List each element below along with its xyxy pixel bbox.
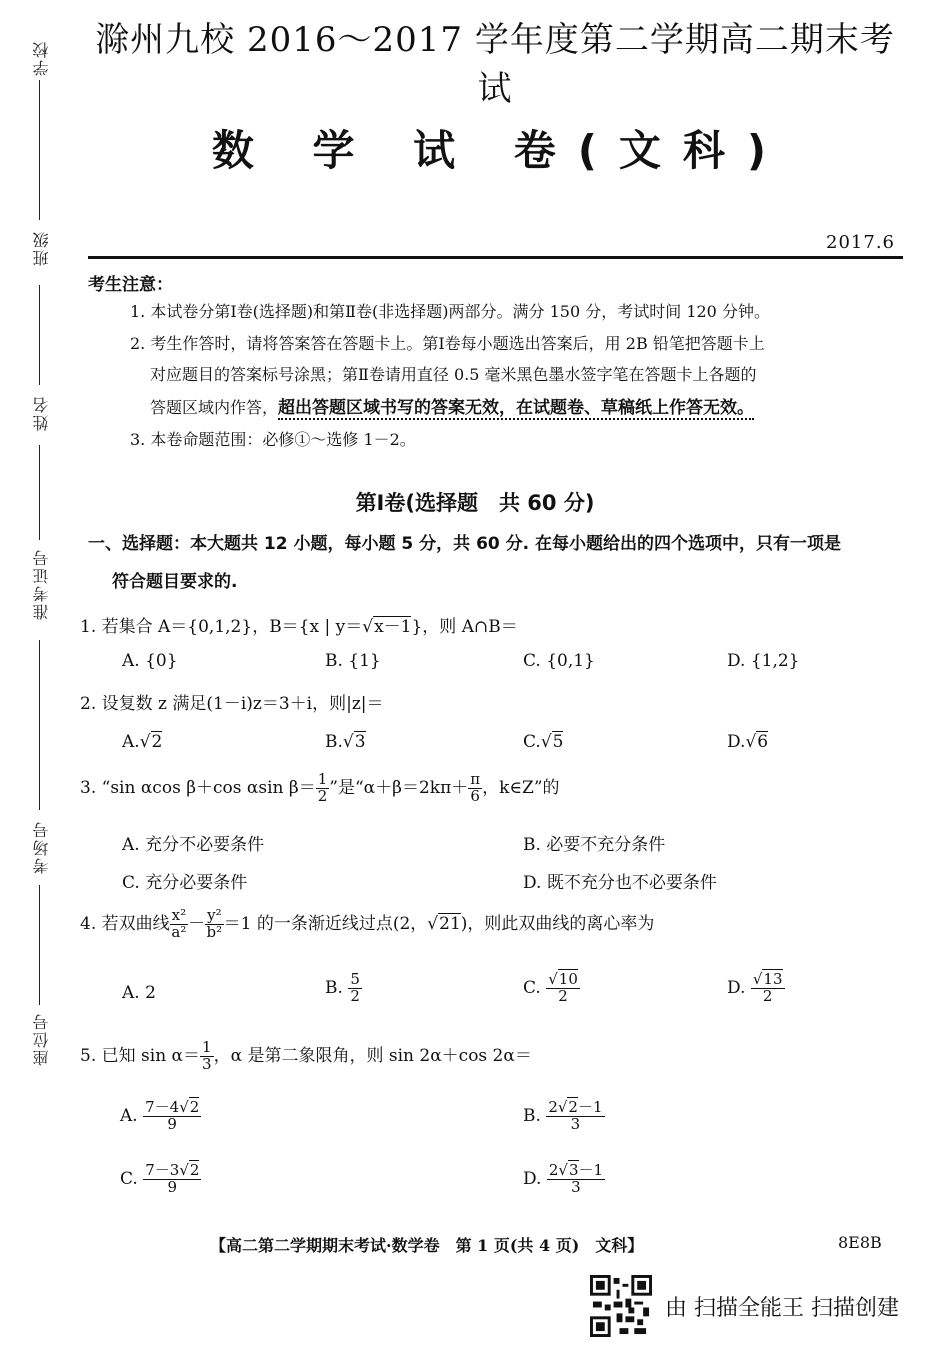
side-label-seat: 座位号: [32, 1012, 51, 1066]
q4-option-b: [325, 972, 362, 1005]
side-label-name: 姓名: [32, 395, 51, 431]
q5-option-d: [523, 1163, 605, 1196]
part-intro-line1: 一、选择题：本大题共 12 小题，每小题 5 分，共 60 分. 在每小题给出的四个选项中，只有一项是: [88, 534, 842, 554]
fraction-denominator: 6: [470, 786, 480, 805]
notice-heading: 考生注意：: [88, 275, 173, 295]
q4-option-c: [523, 972, 580, 1005]
q2-radicand: 5: [552, 732, 564, 752]
fraction-denominator: a²: [171, 922, 187, 941]
q1-option-b: B. {1}: [325, 651, 381, 671]
radical-icon: [753, 970, 763, 988]
q4-fraction-1: [170, 908, 188, 941]
q4-radicand: 21: [439, 913, 461, 934]
fraction-denominator: 2: [350, 986, 360, 1005]
q4-suffix: )，则此双曲线的离心率为: [460, 913, 655, 934]
q3-prefix: 3. “sin αcos β＋cos αsin β＝: [80, 777, 316, 798]
radical-icon: [745, 732, 756, 752]
q1-option-a: A. {0}: [122, 651, 178, 671]
q1-radicand: x－1: [374, 617, 412, 637]
option-label: D.: [523, 1168, 542, 1189]
option-label: C.: [523, 977, 541, 998]
question-4: [80, 908, 654, 941]
side-line: [39, 640, 40, 810]
radicand: 13: [763, 970, 783, 988]
option-label: A.: [120, 1105, 138, 1126]
q4-option-d: [727, 972, 785, 1005]
q3-mid: ”是“α＋β＝2kπ＋: [329, 777, 469, 798]
side-line: [39, 285, 40, 385]
exam-date: 2017.6: [826, 232, 895, 253]
radical-icon: [343, 732, 354, 752]
fraction-numerator: 1: [317, 770, 328, 788]
q1-option-c: C. {0,1}: [523, 651, 595, 671]
q1-option-d: D. {1,2}: [727, 651, 800, 671]
fraction-denominator: 2: [558, 986, 568, 1005]
q2-option-label: D.: [727, 732, 746, 752]
q5-optd-fraction: [547, 1163, 605, 1196]
scanner-watermark: 由 扫描全能王 扫描创建: [665, 1296, 899, 1321]
q2-option-a: [122, 732, 162, 752]
fraction-denominator: 2: [762, 986, 773, 1005]
q2-option-d: [727, 732, 768, 752]
side-label-exam-id: 准考证号: [32, 548, 51, 620]
paper-code: 8E8B: [838, 1233, 882, 1252]
numerator-text: 2: [548, 1161, 559, 1179]
q5-optc-fraction: [143, 1163, 201, 1196]
q5-option-c: [120, 1163, 201, 1196]
q4-option-a: A. 2: [122, 983, 156, 1003]
radicand: 2: [189, 1161, 200, 1179]
fraction-numerator: 1: [202, 1038, 212, 1056]
fraction-denominator: 3: [202, 1054, 212, 1073]
radicand: 10: [558, 970, 578, 988]
fraction-numerator: y²: [207, 906, 222, 924]
side-line: [39, 885, 40, 1005]
question-5: [80, 1040, 532, 1073]
numerator-text: 7－4: [145, 1098, 180, 1116]
q2-option-label: C.: [523, 732, 541, 752]
question-2: 2. 设复数 z 满足(1－i)z＝3＋i，则|z|＝: [80, 694, 384, 714]
question-3: [80, 772, 560, 805]
q2-option-c: [523, 732, 563, 752]
option-label: B.: [325, 977, 343, 998]
radical-icon: [558, 1161, 568, 1179]
notice-item-2c-plain: 答题区域内作答，: [150, 398, 279, 417]
fraction-numerator: x²: [171, 906, 187, 924]
q4-minus: －: [188, 913, 206, 934]
radical-icon: [548, 970, 558, 988]
q3-option-b: B. 必要不充分条件: [523, 835, 666, 855]
option-label: C.: [120, 1168, 138, 1189]
q2-radicand: 3: [354, 732, 366, 752]
q4-optb-fraction: [348, 972, 362, 1005]
q4-fraction-2: [205, 908, 224, 941]
q4-prefix: 4. 若双曲线: [80, 913, 170, 934]
paper-subtitle: 数 学 试 卷(文科): [211, 126, 789, 175]
radical-icon: [140, 732, 151, 752]
radical-icon: [427, 914, 438, 934]
q2-option-b: [325, 732, 366, 752]
radical-icon: [362, 617, 373, 637]
radicand: 2: [189, 1098, 200, 1116]
radical-icon: [179, 1161, 189, 1179]
page-footer: 【高二第二学期期末考试·数学卷 第 1 页(共 4 页) 文科】: [210, 1236, 644, 1255]
fraction-denominator: 9: [167, 1177, 178, 1196]
fraction-denominator: 3: [571, 1177, 581, 1196]
fraction-denominator: 3: [570, 1114, 581, 1133]
notice-item-3: 3. 本卷命题范围：必修①～选修 1－2。: [130, 430, 416, 449]
fraction-denominator: b²: [206, 922, 223, 941]
notice-warning: 超出答题区域书写的答案无效，在试题卷、草稿纸上作答无效。: [278, 398, 755, 418]
radical-icon: [179, 1098, 189, 1116]
fraction-numerator: 5: [350, 970, 360, 988]
numerator-text: －1: [578, 1161, 604, 1179]
side-label-school: 学校: [32, 40, 51, 76]
q5-opta-fraction: [143, 1100, 201, 1133]
qr-code-icon: [590, 1275, 652, 1337]
exam-title: 滁州九校 2016～2017 学年度第二学期高二期末考试: [95, 20, 895, 109]
side-label-class: 班级: [32, 230, 51, 266]
header-rule: [88, 256, 903, 259]
part-intro-line2: 符合题目要求的.: [112, 572, 238, 592]
q3-option-d: D. 既不充分也不必要条件: [523, 873, 717, 893]
q4-optc-fraction: [546, 972, 580, 1005]
radical-icon: [558, 1098, 568, 1116]
notice-item-1: 1. 本试卷分第Ⅰ卷(选择题)和第Ⅱ卷(非选择题)两部分。满分 150 分，考试时间 120 分钟。: [130, 302, 770, 321]
q5-suffix: ，α 是第二象限角，则 sin 2α＋cos 2α＝: [213, 1045, 532, 1066]
question-1: [80, 612, 518, 637]
q3-fraction-2: [468, 772, 482, 805]
radicand: 2: [568, 1098, 578, 1116]
radical-icon: [541, 732, 552, 752]
q5-option-b: [523, 1100, 605, 1133]
q3-option-a: A. 充分不必要条件: [122, 835, 265, 855]
q2-radicand: 2: [151, 732, 163, 752]
numerator-text: 2: [548, 1098, 558, 1116]
notice-item-2a: 2. 考生作答时，请将答案答在答题卡上。第Ⅰ卷每小题选出答案后，用 2B 铅笔把答题卡上: [130, 334, 765, 353]
fraction-denominator: 9: [167, 1114, 177, 1133]
numerator-text: －1: [577, 1098, 603, 1116]
q3-fraction-1: [316, 772, 330, 805]
q5-prefix: 5. 已知 sin α＝: [80, 1045, 201, 1066]
q4-mid: ＝1 的一条渐近线过点(2，: [223, 913, 428, 934]
q5-fraction: [200, 1040, 214, 1073]
q5-option-a: [120, 1100, 201, 1133]
q3-option-c: C. 充分必要条件: [122, 873, 248, 893]
q2-option-label: A.: [122, 732, 140, 752]
fraction-denominator: 2: [317, 786, 328, 805]
section-title: 第Ⅰ卷(选择题 共 60 分): [355, 491, 595, 515]
fraction-numerator: π: [470, 770, 481, 788]
q4-optd-fraction: [751, 972, 785, 1005]
q1-prefix: 1. 若集合 A＝{0,1,2}，B＝{x | y＝: [80, 617, 363, 637]
option-label: D.: [727, 977, 746, 998]
q1-suffix: }，则 A∩B＝: [411, 617, 518, 637]
q3-suffix: ，k∈Z”的: [482, 777, 560, 798]
notice-item-2c: [150, 392, 900, 424]
q2-radicand: 6: [757, 732, 769, 752]
side-line: [39, 80, 40, 220]
notice-item-2b: 对应题目的答案标号涂黑；第Ⅱ卷请用直径 0.5 毫米黑色墨水签字笔在答题卡上各题的: [150, 365, 757, 384]
radicand: 3: [568, 1161, 579, 1179]
option-label: B.: [523, 1105, 541, 1126]
numerator-text: 7－3: [145, 1161, 180, 1179]
side-label-room: 考场号: [32, 820, 51, 874]
q5-optb-fraction: [546, 1100, 604, 1133]
q2-option-label: B.: [325, 732, 343, 752]
